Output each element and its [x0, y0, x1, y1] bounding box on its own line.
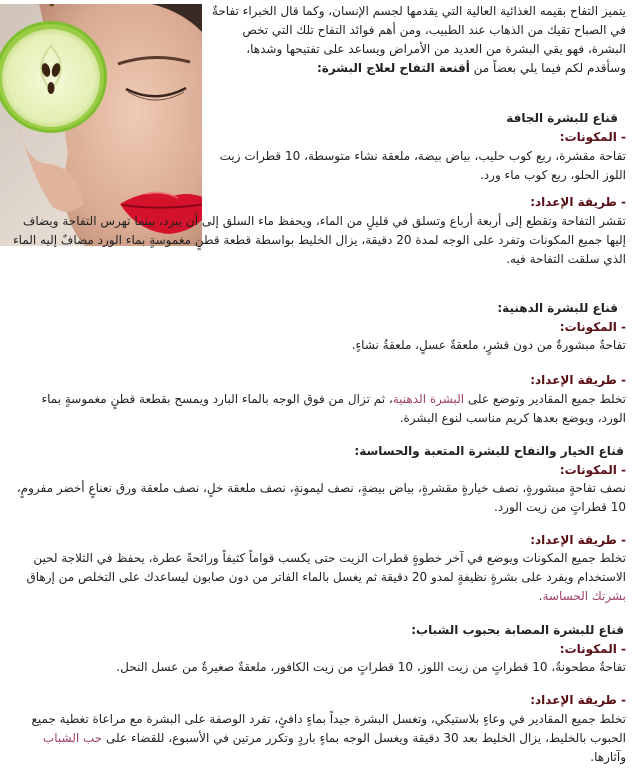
oily-skin-link[interactable]: البشرة الدهنية — [392, 392, 465, 406]
method-label: - طريقة الإعداد: — [530, 195, 626, 209]
ingredients-label: - المكونات: — [559, 130, 626, 144]
oily-skin-method-text: تخلط جميع المقادير وتوضع على — [467, 392, 626, 406]
woman-apple-photo — [0, 4, 202, 246]
method-label: - طريقة الإعداد: — [530, 373, 626, 387]
section-title-acne-skin: قناع للبشرة المصابة بحبوب الشباب: — [411, 623, 624, 637]
sensitive-skin-ingredients: نصف تفاحةٍ مبشورةٍ، نصف خيارةٍ مقشرةٍ، بياض بيضةٍ، نصف ليمونةٍ، نصف ملعقة خلٍ، نصف ملعقة ورق نعناعٍ أخضر مفرومٍ، 10 قطراتٍ من زيت الورد. — [16, 481, 626, 514]
section-title-oily-skin: قناع للبشرة الدهنية: — [497, 301, 618, 315]
method-label: - طريقة الإعداد: — [530, 533, 626, 547]
dry-skin-method: تقشر التفاحة وتقطع إلى أربعة أرباع وتسلق في قليلٍ من الماء، ويحفظ ماء السلق إلى أن يبرد، بينما تهرس التفاحة ويضاف إليها جميع المكونات وتفرد على الوجه لمدة 20 دقيقة، يزال الخليط بواسطة قطعة قطنٍ مغموسةٍ بماء الورد مضافٌ إليه الماء الذي سلقت التفاحة فيه. — [13, 214, 626, 266]
ingredients-label: - المكونات: — [559, 320, 626, 334]
acne-skin-method — [10, 710, 626, 767]
sensitive-skin-method-text: تخلط جميع المكونات ويوضع في آخر خطوةٍ قطرات الزيت حتى يكسب قواماً كثيفاً ورائحةً عطرة، يحفظ في الثلاجة لحين الاستخدام ويفرد على بشرةٍ نظيفةٍ لمدو 20 دقيقة ثم يغسل بالماء الفاتر من دون صابون ليساعدك على التخلص من إرهاق — [26, 551, 626, 584]
acne-skin-ingredients: تفاحةٌ مطحونةٌ، 10 قطراتٍ من زيت اللوز، 10 قطراتٍ من زيت الكافور، ملعقةٌ صغيرةٌ من عسل النحل. — [116, 660, 626, 674]
section-title-dry-skin: قناع للبشرة الجافة — [506, 111, 618, 125]
ingredients-label: - المكونات: — [559, 642, 626, 656]
acne-link[interactable]: حب الشباب — [42, 731, 103, 745]
oily-skin-method-text-end: ، ثم تزال من فوق الوجه بالماء البارد ويمسح بقطعة قطنٍ مغموسةٍ بماء الورد، ويوضع بعدها كريم مناسب لنوع البشرة. — [41, 392, 626, 425]
intro-heading: أقنعة التفاح لعلاج البشرة: — [316, 61, 470, 75]
photo-illustration — [0, 4, 202, 246]
sensitive-skin-link[interactable]: بشرتك الحساسة — [542, 589, 626, 603]
intro-paragraph — [208, 2, 626, 78]
method-label: - طريقة الإعداد: — [530, 693, 626, 707]
oily-skin-method — [10, 390, 626, 428]
section-title-sensitive-skin: قناع الخيار والتفاح للبشرة المتعبة والحساسة: — [354, 444, 624, 458]
sensitive-skin-method-text-end: . — [538, 589, 543, 603]
oily-skin-ingredients: تفاحةٌ مبشورةٌ من دون قشرٍ، ملعقةٌ عسلٍ، ملعقةُ نشاءٍ. — [351, 338, 626, 352]
acne-skin-method-text-end: وآثارها. — [590, 750, 626, 764]
ingredients-label: - المكونات: — [559, 463, 626, 477]
dry-skin-ingredients: تفاحة مقشرة، ربع كوب حليب، بياض بيضة، ملعقة نشاء متوسطة، 10 قطرات زيت اللوز الحلو، ربع كوب ماء ورد. — [219, 149, 626, 182]
sensitive-skin-method — [10, 549, 626, 606]
acne-skin-method-text: تخلط جميع المقادير في وعاءٍ بلاستيكي، وتغسل البشرة جيداً بماءٍ دافئٍ، تفرد الوصفة على البشرة مع مراعاة تغطية جميع الحبوب بالخليط، يزال الخليط بعد 30 دقيقة ويغسل الوجه بماءٍ باردٍ وتكرر مرتين في الأسبوع، للقضاء على — [31, 712, 626, 745]
intro-text: يتميز التفاح بقيمه الغذائية العالية التي يقدمها لجسم الإنسان، وكما قال الخبراء تفاحةٌ في الصباح تقيك من الذهاب عند الطبيب، ومن أهم فوائد التفاح تلك التي تخص البشرة، فهو يقي البشرة من العديد من الأمراض ويساعد على تفتيحها وشدها، وسأقدم لكم فيما يلي بعضاً من — [211, 4, 626, 75]
